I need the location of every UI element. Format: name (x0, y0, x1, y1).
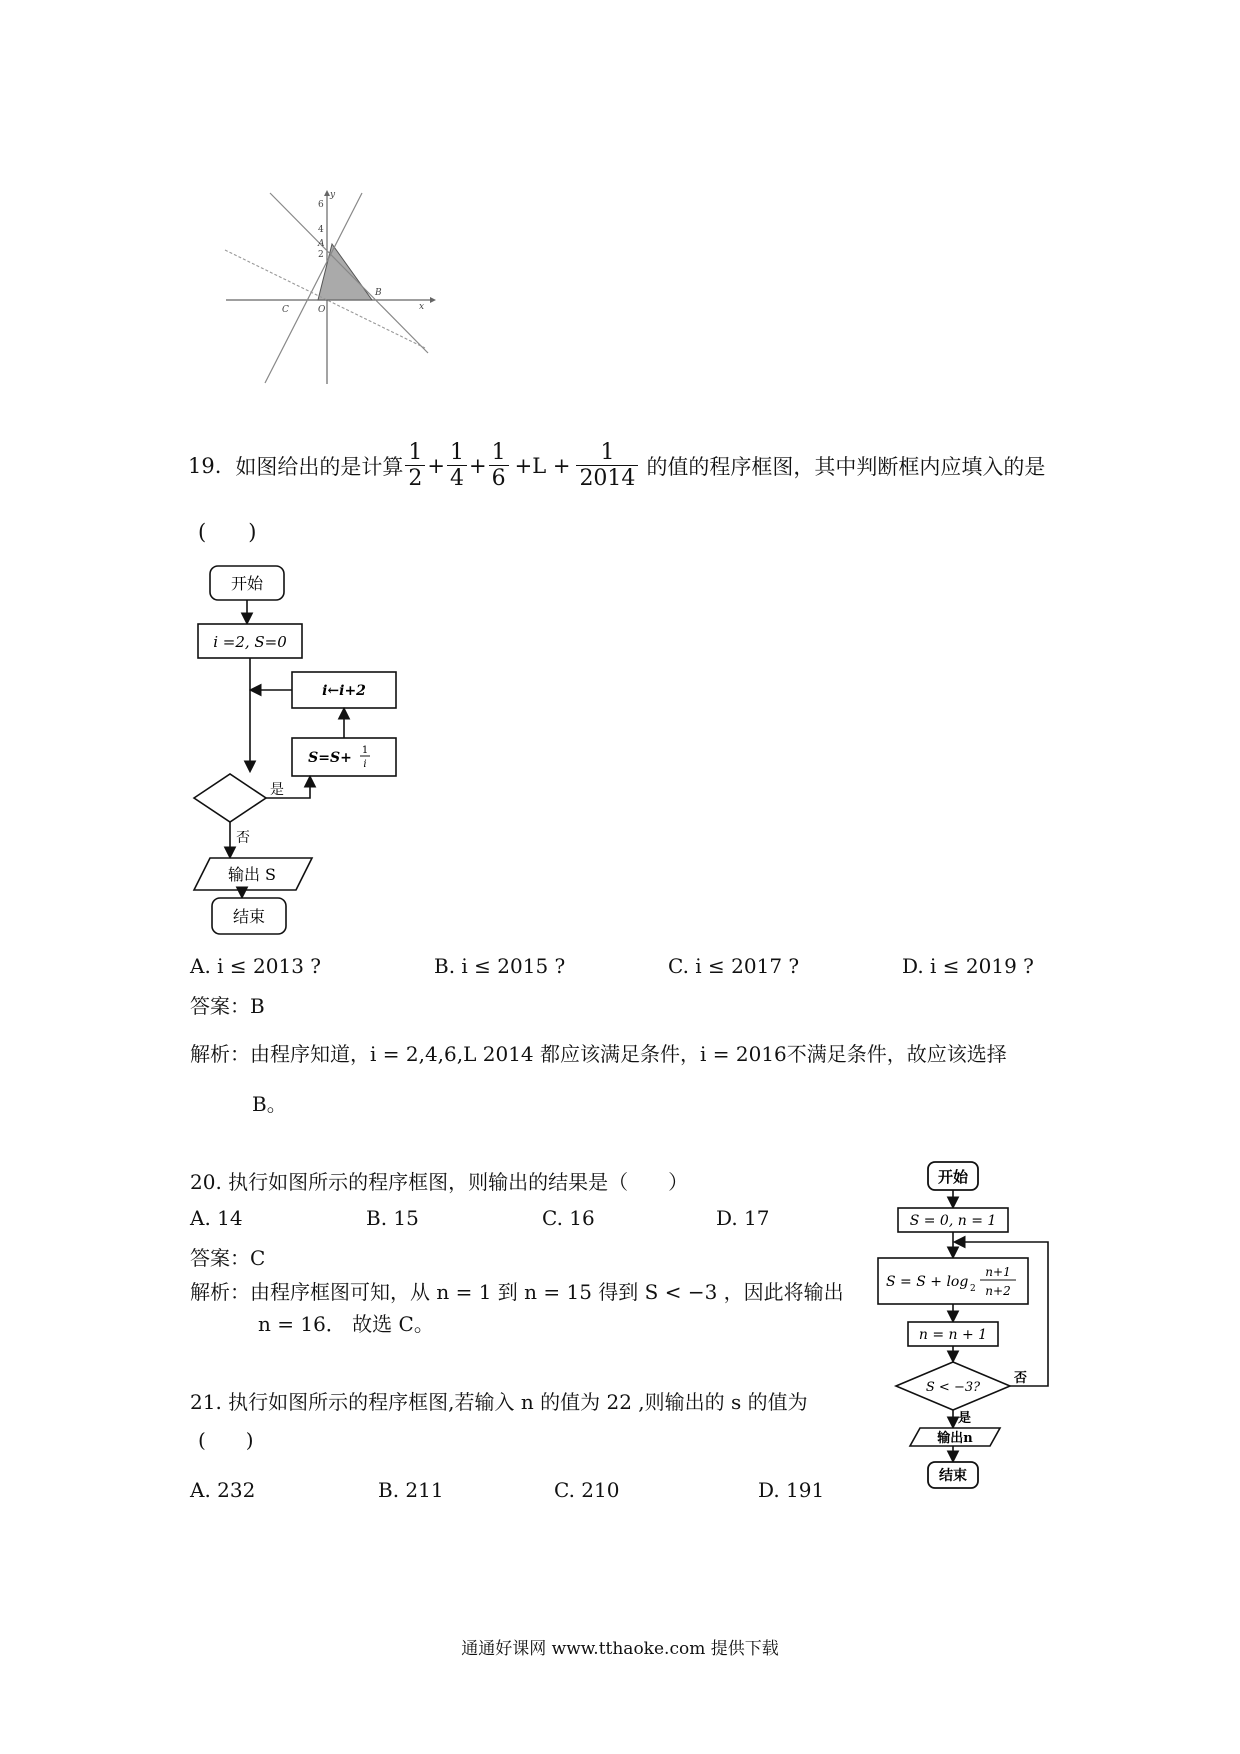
plus-sign: + (427, 453, 446, 478)
fc19-decision (194, 774, 266, 822)
svg-text:S = 0, n = 1: S = 0, n = 1 (909, 1213, 997, 1229)
q20-answer: 答案：C (190, 1246, 266, 1270)
svg-text:结束: 结束 (232, 907, 266, 926)
svg-text:是: 是 (958, 1411, 972, 1426)
q20-option-a[interactable]: A. 14 (190, 1206, 243, 1230)
q20-option-b[interactable]: B. 15 (366, 1206, 419, 1230)
q21-option-d[interactable]: D. 191 (758, 1478, 825, 1502)
q19-term-1: $\frac{1}{2}$ (405, 440, 425, 492)
q19-term-3: $\frac{1}{6}$ (489, 440, 509, 492)
svg-text:S < −3?: S < −3? (925, 1380, 981, 1395)
svg-text:输出n: 输出n (937, 1431, 973, 1446)
q21-option-a[interactable]: A. 232 (190, 1478, 256, 1502)
svg-text:n+1: n+1 (985, 1265, 1011, 1279)
q20-flowchart (870, 1158, 1060, 1508)
svg-text:开始: 开始 (937, 1168, 969, 1186)
point-a-label: A (318, 239, 325, 249)
svg-text:结束: 结束 (939, 1468, 967, 1484)
q19-answer: 答案：B (190, 994, 265, 1018)
shaded-region (318, 244, 372, 300)
svg-text:n = n + 1: n = n + 1 (918, 1327, 988, 1343)
tick-y-6: 6 (318, 200, 324, 210)
q20-analysis-line2: n = 16． 故选 C。 (258, 1312, 434, 1336)
q19-analysis-line1: 解析：由程序知道，i = 2,4,6,L 2014 都应该满足条件，i = 2016不满足条件，故应该选择 (190, 1042, 1007, 1066)
q19-option-c[interactable]: C. i ≤ 2017 ? (668, 954, 800, 978)
plus-sign: + (469, 453, 487, 478)
tick-y-4: 4 (318, 225, 324, 235)
q19-bracket: ( ) (198, 520, 257, 544)
svg-text:n+2: n+2 (985, 1284, 1011, 1298)
q21-option-b[interactable]: B. 211 (378, 1478, 444, 1502)
q21-option-c[interactable]: C. 210 (554, 1478, 620, 1502)
q19-term-2: $\frac{1}{4}$ (447, 440, 467, 492)
svg-text:i: i (363, 759, 367, 770)
q19-stem (188, 440, 1045, 492)
svg-text:1: 1 (361, 745, 369, 756)
q19-last-term: $\frac{1}{2014}$ (576, 440, 638, 492)
q19-prefix: 如图给出的是计算 (235, 454, 404, 479)
svg-text:开始: 开始 (230, 574, 264, 593)
q19-ellipsis: +L + (514, 453, 571, 478)
svg-text:i =2, S=0: i =2, S=0 (213, 633, 287, 651)
svg-text:是: 是 (270, 782, 284, 798)
q20-question: 20. 执行如图所示的程序框图，则输出的结果是（ ） (190, 1170, 689, 1194)
q19-option-b[interactable]: B. i ≤ 2015 ? (434, 954, 566, 978)
axis-x-label: x (419, 302, 425, 312)
point-o-label: O (318, 305, 326, 315)
point-c-label: C (282, 305, 289, 315)
svg-text:否: 否 (236, 830, 250, 846)
axis-y-label: y (330, 190, 336, 200)
q19-flowchart (190, 560, 410, 940)
point-b-label: B (375, 288, 382, 298)
q21-question: 21. 执行如图所示的程序框图,若输入 n 的值为 22 ,则输出的 s 的值为 (190, 1390, 808, 1414)
q19-option-a[interactable]: A. i ≤ 2013 ? (190, 954, 322, 978)
svg-text:输出 S: 输出 S (227, 865, 277, 884)
svg-text:2: 2 (970, 1284, 976, 1294)
svg-text:S=S+: S=S+ (308, 750, 352, 766)
q19-analysis-line2: B。 (252, 1092, 287, 1116)
tick-y-2: 2 (318, 250, 324, 260)
page-footer: 通通好课网 www.tthaoke.com 提供下载 (461, 1639, 779, 1659)
q19-number: 19. (188, 453, 222, 478)
q19-option-d[interactable]: D. i ≤ 2019 ? (902, 954, 1034, 978)
svg-text:否: 否 (1014, 1371, 1028, 1386)
q20-option-c[interactable]: C. 16 (542, 1206, 595, 1230)
feasible-region-graph (220, 188, 440, 388)
svg-text:i←i+2: i←i+2 (322, 683, 366, 699)
q20-analysis-line1: 解析：由程序框图可知，从 n = 1 到 n = 15 得到 S < −3 ，因此将输出 (190, 1280, 844, 1304)
q21-bracket: ( ) (198, 1428, 254, 1452)
q20-option-d[interactable]: D. 17 (716, 1206, 770, 1230)
svg-text:S = S + log: S = S + log (886, 1274, 969, 1290)
q19-suffix: 的值的程序框图，其中判断框内应填入的是 (646, 454, 1046, 479)
